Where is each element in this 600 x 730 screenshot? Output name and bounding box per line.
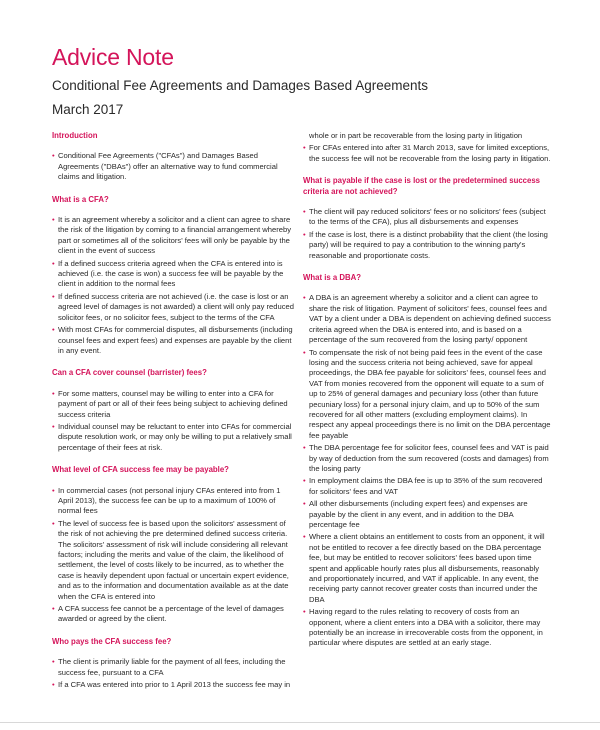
bullet-item (303, 230, 551, 261)
section-list (52, 389, 297, 453)
bullet-text: All other disbursements (including expert fees) and expenses are payable by the client in any event, and in addition to the DBA percentage fee (309, 499, 528, 529)
bullet-text: Conditional Fee Agreements ("CFAs") and Damages Based Agreements ("DBAs") offer an alternative way to fund commercial claims and litigation. (58, 151, 278, 182)
bullet-item (52, 486, 297, 517)
bullet-text: To compensate the risk of not being paid fees in the event of the case losing and the success criteria not being achieved, save for appeal proceedings, the DBA fee payable for solicitors' fees, counsel fees and VAT from monies recovered from the opponent will equate to a sum of up to 25% of general damages and pecuniary loss (other than future pecuniary loss) for a personal injury claim, and up to 50% of the sum recovered for all other matters (excluding employment claims). In respect any appeal proceedings there is no limit on the DBA percentage fee payable (309, 347, 551, 440)
bullet-item (52, 151, 297, 182)
bullet-icon: • (303, 532, 306, 542)
bullet-icon: • (303, 499, 306, 509)
bullet-icon: • (52, 485, 55, 495)
bullet-item (303, 293, 551, 345)
bullet-item (52, 604, 297, 625)
bullet-item (303, 499, 551, 530)
bullet-text: If the case is lost, there is a distinct probability that the client (the losing party) will be required to pay a contribution to the winning party's reasonable and proportionate costs. (309, 229, 548, 260)
bullet-item (52, 519, 297, 602)
bullet-icon: • (303, 293, 306, 303)
section-heading: What level of CFA success fee may be payable? (52, 465, 229, 475)
bullet-item (52, 657, 297, 678)
bullet-item (303, 476, 551, 497)
bullet-text: With most CFAs for commercial disputes, all disbursements (including counsel fees and expert fees) and expenses are payable by the client in any event. (58, 325, 293, 355)
bullet-icon: • (303, 607, 306, 617)
bullet-item (52, 325, 297, 356)
document-title: Advice Note (52, 44, 174, 70)
section-list (52, 657, 297, 690)
right-column (303, 131, 551, 661)
bullet-text: If a defined success criteria agreed when the CFA is entered into is achieved (i.e. the case is won) a success fee will be payable by the client in addition to the normal fees (58, 258, 284, 289)
bullet-text: It is an agreement whereby a solicitor and a client can agree to share the risk of the litigation by coming to a financial arrangement whereby part or sometimes all of the solicitors' fees will only be payable by the client in the event of success (58, 215, 291, 256)
bullet-icon: • (52, 657, 55, 667)
bullet-item (52, 292, 297, 323)
section-list (52, 486, 297, 625)
bullet-item (303, 143, 551, 164)
bullet-icon: • (52, 258, 55, 268)
bullet-icon: • (52, 388, 55, 398)
bullet-item (303, 443, 551, 474)
bullet-item (52, 215, 297, 257)
bullet-text: The client is primarily liable for the payment of all fees, including the success fee, pursuant to a CFA (58, 657, 286, 677)
bullet-icon: • (52, 604, 55, 614)
bullet-text: The client will pay reduced solicitors' fees or no solicitors' fees (subject to the terms of the CFA), plus all disbursements and expenses (309, 207, 546, 227)
bullet-icon: • (52, 325, 55, 335)
bullet-icon: • (303, 476, 306, 486)
section-heading: What is a CFA? (52, 194, 109, 204)
bullet-item (303, 532, 551, 605)
bullet-icon: • (303, 229, 306, 239)
bullet-icon: • (52, 291, 55, 301)
bullet-text: If defined success criteria are not achieved (i.e. the case is lost or an agreed level of damages is not awarded) a client will only pay reduced solicitor fees, or no solicitor fees, subject to the terms of the CFA (58, 291, 294, 322)
document-subtitle: Conditional Fee Agreements and Damages Based Agreements (52, 78, 428, 93)
bullet-icon: • (303, 443, 306, 453)
bullet-icon: • (303, 207, 306, 217)
bullet-icon: • (52, 518, 55, 528)
bullet-text: In commercial cases (not personal injury CFAs entered into from 1 April 2013), the success fee can be up to a maximum of 100% of normal fees (58, 485, 281, 516)
bullet-item (303, 607, 551, 649)
bullet-icon: • (52, 151, 55, 161)
bullet-text: The DBA percentage fee for solicitor fees, counsel fees and VAT is paid by way of deduction from the sum recovered (costs and damages) from the losing party (309, 443, 549, 473)
document-date: March 2017 (52, 102, 124, 117)
left-column (52, 131, 297, 702)
section-heading: Introduction (52, 131, 98, 140)
bullet-item (52, 389, 297, 420)
bullet-text: For CFAs entered into after 31 March 2013, save for limited exceptions, the success fee will not be recoverable from the losing party in litigation. (309, 143, 551, 163)
bullet-item (303, 348, 551, 442)
bullet-item (303, 207, 551, 228)
continuation-text: whole or in part be recoverable from the losing party in litigation (309, 131, 523, 140)
section-list (303, 293, 551, 648)
bullet-item (52, 259, 297, 290)
bullet-text: In employment claims the DBA fee is up to 35% of the sum recovered for solicitors' fees and VAT (309, 476, 543, 496)
bullet-icon: • (52, 421, 55, 431)
bullet-icon: • (52, 215, 55, 225)
section-heading: What is a DBA? (303, 273, 362, 283)
bullet-text: A CFA success fee cannot be a percentage of the level of damages awarded or agreed by the client. (58, 604, 284, 624)
bullet-text: If a CFA was entered into prior to 1 April 2013 the success fee may in (58, 680, 291, 690)
bullet-text: For some matters, counsel may be willing to enter into a CFA for payment of part or all of their fees being subject to achieving defined success criteria (58, 388, 288, 419)
section-heading: Who pays the CFA success fee? (52, 636, 172, 646)
section-heading: What is payable if the case is lost or the predetermined success criteria are not achieved? (303, 176, 541, 196)
bullet-icon: • (303, 143, 306, 153)
section-list (303, 207, 551, 261)
bullet-text: Individual counsel may be reluctant to enter into CFAs for commercial dispute resolution work, or may only be willing to put a relatively small percentage of their fees at risk. (58, 421, 292, 452)
section-list (52, 151, 297, 182)
bullet-text: Where a client obtains an entitlement to costs from an opponent, it will not be entitled to recover a fee directly based on the DBA percentage fee, but may be entitled to recover solicitors' fees based upon time spent and applicable hourly rates plus all disbursements, reasonably and proportionately incurred, and VAT if applicable. In any event, the receiving party cannot recover greater costs than incurred under the DBA (309, 532, 545, 604)
bullet-icon: • (303, 347, 306, 357)
section-list (52, 215, 297, 356)
bullet-item (52, 680, 297, 690)
bullet-text: Having regard to the rules relating to recovery of costs from an opponent, where a client enters into a DBA with a solicitor, there may potentially be an increase in irrecoverable costs from the opponent, in particular where disputes are settled at an early stage. (309, 607, 543, 648)
bullet-icon: • (52, 680, 55, 690)
bullet-text: The level of success fee is based upon the solicitors' assessment of the risk of not achieving the pre determined defined success criteria. The solicitors' assessment of risk will include considering all relevant factors; including the merits and value of the claim, the likelihood of settlement, the level of costs likely to be incurred, as to whether the case is heavily dependent upon factual or uncertain expert evidence, and as to the information and documentation available as at the date when the CFA is entered into (58, 518, 289, 601)
section-heading: Can a CFA cover counsel (barrister) fees? (52, 368, 207, 378)
continuation-list (303, 143, 551, 164)
bullet-item (52, 422, 297, 453)
bullet-text: A DBA is an agreement whereby a solicitor and a client can agree to share the risk of litigation. Payment of solicitors' fees, counsel fees and VAT by a client under a DBA is dependent on achieving defined success criteria agreed when the DBA is entered into, and is based on a percentage of the sum recovered from the losing party/ opponent (309, 293, 551, 345)
